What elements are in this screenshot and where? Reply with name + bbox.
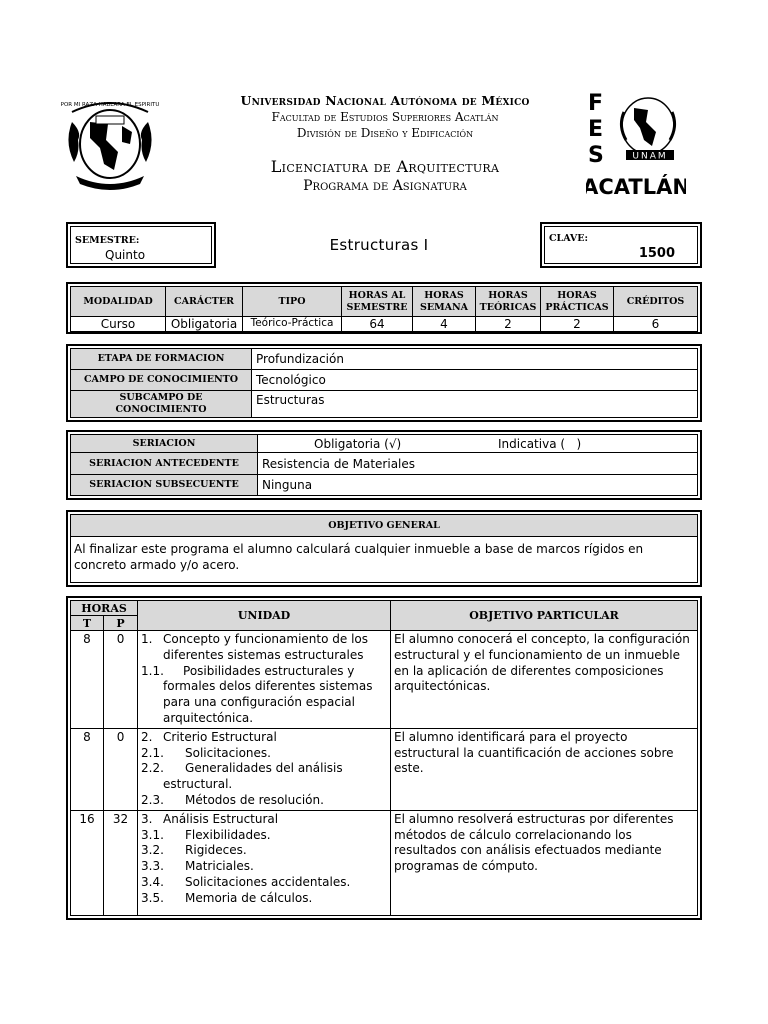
- practice-hours-value: 2: [541, 317, 614, 332]
- faculty-name: Facultad de Estudios Superiores Acatlán: [271, 110, 499, 124]
- subtopic-text: Rigideces.: [185, 843, 247, 858]
- formation-stage-label: ETAPA DE FORMACION: [71, 349, 252, 370]
- theory-hours-header: HORAS TEÓRICAS: [476, 287, 541, 317]
- unit-hours-p: 32: [104, 810, 138, 915]
- t-header: T: [71, 616, 104, 631]
- subtopic-text: Solicitaciones.: [185, 745, 271, 760]
- modality-value: Curso: [71, 317, 166, 332]
- unit-content: [138, 631, 391, 729]
- unit-objective: El alumno conocerá el concepto, la configuración estructural y el funcionamiento de un inmueble en la aplicación de diferentes composiciones arquitectónicas.: [391, 631, 698, 729]
- unit-hours-p: 0: [104, 728, 138, 810]
- theory-hours-value: 2: [476, 317, 541, 332]
- university-name: Universidad Nacional Autónoma de México: [240, 93, 530, 108]
- course-name: Estructuras I: [329, 236, 429, 254]
- subtopic-number: 3.2.: [141, 843, 164, 858]
- unit-hours-t: 8: [71, 728, 104, 810]
- subsequent-value: Ninguna: [258, 474, 698, 495]
- hours-header: HORAS: [71, 601, 138, 616]
- p-header: P: [104, 616, 138, 631]
- subtopic-number: 3.4.: [141, 874, 164, 889]
- fes-logo-s: S: [588, 143, 604, 168]
- unit-title: [141, 632, 387, 664]
- program-name: Licenciatura de Arquitectura: [270, 157, 500, 176]
- unit-subtopic: [141, 793, 387, 809]
- unit-title-text: Concepto y funcionamiento de los diferentes sistemas estructurales: [163, 632, 368, 662]
- unit-subtopic: [141, 664, 387, 727]
- credits-header: CRÉDITOS: [614, 287, 698, 317]
- formation-stage-value: Profundización: [252, 349, 698, 370]
- subsequent-label: SERIACION SUBSECUENTE: [71, 474, 258, 495]
- antecedent-value: Resistencia de Materiales: [258, 453, 698, 474]
- weekly-hours-header: HORAS SEMANA: [413, 287, 476, 317]
- knowledge-subfield-label: SUBCAMPO DE CONOCIMIENTO: [71, 391, 252, 418]
- fes-logo-acatlan: ACATLÁN: [586, 175, 686, 199]
- knowledge-field-value: Tecnológico: [252, 370, 698, 391]
- general-objective-label: OBJETIVO GENERAL: [71, 515, 698, 537]
- particular-objective-header: OBJETIVO PARTICULAR: [391, 601, 698, 631]
- unit-title: [141, 812, 387, 828]
- subtopic-number: 2.1.: [141, 745, 164, 760]
- unam-logo-text: POR MI RAZA HABLARA EL ESPIRITU: [60, 102, 160, 108]
- knowledge-subfield-value: Estructuras: [252, 391, 698, 418]
- subtopic-text: Matriciales.: [185, 859, 254, 874]
- subtopic-text: Generalidades del análisis estructural.: [163, 761, 343, 792]
- unit-subtopic: [141, 746, 387, 762]
- unit-row: [71, 728, 698, 810]
- units-table: [66, 596, 702, 920]
- unit-subtopic: [141, 843, 387, 859]
- subtopic-number: 2.2.: [141, 761, 164, 776]
- unit-subtopic: [141, 875, 387, 891]
- unit-objective: El alumno identificará para el proyecto estructural la cuantificación de acciones sobre este.: [391, 728, 698, 810]
- unit-title-text: Análisis Estructural: [163, 811, 279, 826]
- general-objective-text: Al finalizar este programa el alumno calculará cualquier inmueble a base de marcos rígidos en concreto armado y/o acero.: [71, 537, 698, 583]
- subtopic-text: Métodos de resolución.: [185, 792, 324, 807]
- document-type: Programa de Asignatura: [303, 178, 467, 194]
- subtopic-text: Memoria de cálculos.: [185, 890, 313, 905]
- unit-title-text: Criterio Estructural: [163, 729, 277, 744]
- unit-content: [138, 728, 391, 810]
- knowledge-field-label: CAMPO DE CONOCIMIENTO: [71, 370, 252, 391]
- unit-title-number: 2.: [141, 729, 153, 744]
- subtopic-text: Posibilidades estructurales y formales delos diferentes sistemas para una configuración espacial arquitectónica.: [163, 663, 373, 725]
- unit-subtopic: [141, 828, 387, 844]
- subtopic-number: 3.1.: [141, 827, 164, 842]
- modality-header: MODALIDAD: [71, 287, 166, 317]
- unit-row: [71, 631, 698, 729]
- semester-value: Quinto: [105, 248, 146, 262]
- semester-label: SEMESTRE:: [75, 235, 140, 246]
- unit-header: UNIDAD: [138, 601, 391, 631]
- type-value: Teórico-Práctica: [243, 317, 342, 332]
- unit-subtopic: [141, 891, 387, 907]
- modality-table: [66, 282, 702, 334]
- unam-logo: [60, 92, 160, 194]
- unit-title-number: 1.: [141, 632, 153, 646]
- unit-title-number: 3.: [141, 811, 153, 826]
- subtopic-text: Solicitaciones accidentales.: [185, 874, 351, 889]
- unit-objective: El alumno resolverá estructuras por diferentes métodos de cálculo correlacionando los resultados con análisis efectuados mediante programas de cómputo.: [391, 810, 698, 915]
- unit-row: [71, 810, 698, 915]
- unit-subtopic: [141, 761, 387, 793]
- fes-logo-e: E: [588, 117, 604, 142]
- semester-hours-header: HORAS AL SEMESTRE: [342, 287, 413, 317]
- seriation-mandatory: Obligatoria (√): [314, 437, 402, 451]
- weekly-hours-value: 4: [413, 317, 476, 332]
- unit-hours-p: 0: [104, 631, 138, 729]
- seriation-label: SERIACION: [71, 435, 258, 453]
- fes-acatlan-logo: [586, 90, 686, 200]
- credits-value: 6: [614, 317, 698, 332]
- subtopic-number: 2.3.: [141, 792, 164, 807]
- practice-hours-header: HORAS PRÁCTICAS: [541, 287, 614, 317]
- unit-hours-t: 16: [71, 810, 104, 915]
- key-label: CLAVE:: [549, 233, 589, 244]
- semester-box: [66, 222, 216, 268]
- seriation-options: [258, 435, 698, 453]
- semester-hours-value: 64: [342, 317, 413, 332]
- unit-title: [141, 730, 387, 746]
- division-name: División de Diseño y Edificación: [296, 126, 474, 140]
- subtopic-number: 1.1.: [141, 663, 164, 678]
- character-header: CARÁCTER: [166, 287, 243, 317]
- unit-content: [138, 810, 391, 915]
- seriation-indicative: Indicativa ( ): [498, 437, 582, 451]
- subtopic-text: Flexibilidades.: [185, 827, 271, 842]
- subtopic-number: 3.5.: [141, 890, 164, 905]
- knowledge-table: [66, 344, 702, 422]
- document-header: [200, 92, 570, 195]
- key-value: 1500: [638, 246, 675, 261]
- fes-logo-f: F: [588, 91, 604, 116]
- key-box: [540, 222, 702, 268]
- fes-logo-unam: UNAM: [632, 151, 668, 162]
- unit-subtopic: [141, 859, 387, 875]
- character-value: Obligatoria: [166, 317, 243, 332]
- antecedent-label: SERIACION ANTECEDENTE: [71, 453, 258, 474]
- seriation-table: [66, 430, 702, 500]
- type-header: TIPO: [243, 287, 342, 317]
- subtopic-number: 3.3.: [141, 859, 164, 874]
- general-objective-table: [66, 510, 702, 587]
- unit-hours-t: 8: [71, 631, 104, 729]
